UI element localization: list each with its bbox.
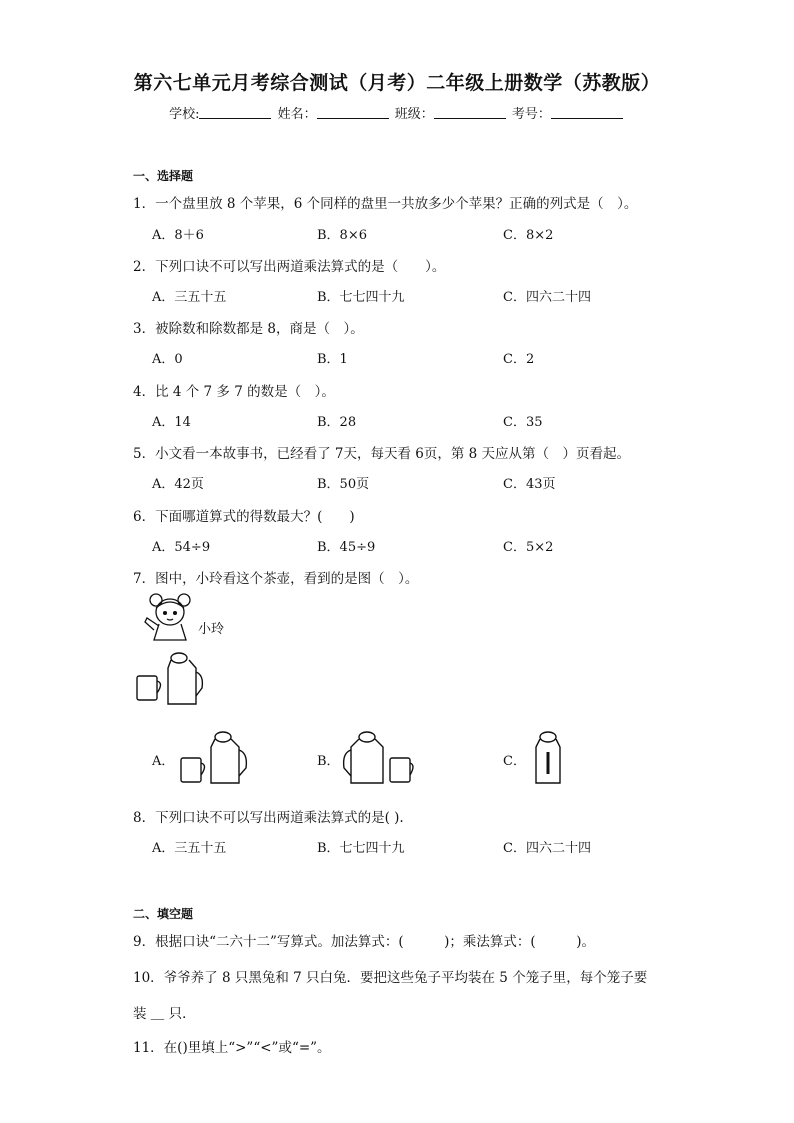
question-8-option-c: C．四六二十四 [503,841,591,856]
question-6-option-b: B．45÷9 [317,540,376,555]
class-label: 班级： [394,107,434,122]
section-title-fill: 二、填空题 [133,907,194,921]
question-4-option-a: A．14 [152,415,191,430]
school-blank [199,106,271,119]
question-4-option-c: C．35 [503,415,543,430]
section-title-choice: 一、选择题 [133,169,194,183]
question-1-stem: 1．一个盘里放 8 个苹果，6 个同样的盘里一共放多少个苹果？正确的列式是（ ）。 [133,196,638,212]
question-6-option-a: A．54÷9 [152,540,211,555]
question-7-option-c: C． [503,754,526,769]
question-2-option-c: C．四六二十四 [503,290,591,305]
question-1-option-b: B．8×6 [317,228,367,243]
question-11-stem: 11．在()里填上“>”“<”或“=”。 [133,1040,331,1056]
question-6-stem: 6．下面哪道算式的得数最大？( ) [133,509,355,525]
option-b-teapot-image [340,728,416,786]
question-3-option-b: B．1 [317,352,348,367]
question-5-option-b: B．50页 [317,477,370,492]
class-blank [434,106,506,119]
page-title: 第六七单元月考综合测试（月考）二年级上册数学（苏教版） [133,72,661,94]
question-1-option-c: C．8×2 [503,228,554,243]
question-6-option-c: C．5×2 [503,540,554,555]
question-3-option-c: C．2 [503,352,535,367]
girl-label: 小玲 [198,622,225,637]
question-10-stem: 10．爷爷养了 8 只黑兔和 7 只白兔．要把这些兔子平均装在 5 个笼子里，每个笼子要 [133,970,648,986]
option-a-teapot-image [178,728,250,786]
question-3-option-a: A．0 [152,352,183,367]
question-1-option-a: A．8＋6 [152,228,204,243]
option-c-teapot-image [530,728,566,786]
question-8-stem: 8．下列口诀不可以写出两道乘法算式的是( ). [133,810,404,826]
question-8-option-b: B．七七四十九 [317,841,405,856]
school-label: 学校: [169,107,200,122]
question-7-option-b: B． [317,754,340,769]
question-3-stem: 3．被除数和除数都是 8，商是（ ）。 [133,321,364,337]
question-5-option-c: C．43页 [503,477,556,492]
question-5-option-a: A．42页 [152,477,204,492]
question-2-option-b: B．七七四十九 [317,290,405,305]
name-blank [317,106,389,119]
question-9-stem: 9．根据口诀“二六十二”写算式。加法算式：( )；乘法算式：( )。 [133,934,595,950]
teapot-and-cup-scene [134,650,206,708]
question-4-option-b: B．28 [317,415,357,430]
question-7-stem: 7．图中，小玲看这个茶壶，看到的是图（ ）。 [133,571,419,587]
question-8-option-a: A．三五十五 [152,841,227,856]
question-4-stem: 4．比 4 个 7 多 7 的数是（ ）。 [133,384,335,400]
question-7-option-a: A． [152,754,175,769]
question-2-option-a: A．三五十五 [152,290,227,305]
question-10-continued: 装 ＿ 只． [133,1006,196,1022]
question-5-stem: 5．小文看一本故事书，已经看了 7天，每天看 6页，第 8 天应从第（ ）页看起。 [133,446,631,462]
exam-number-blank [551,106,623,119]
student-info-line [0,103,794,122]
name-label: 姓名： [277,107,317,122]
question-2-stem: 2．下列口诀不可以写出两道乘法算式的是（ ）。 [133,259,446,275]
girl-xiaoling-figure [142,592,202,644]
exam-number-label: 考号： [511,107,551,122]
